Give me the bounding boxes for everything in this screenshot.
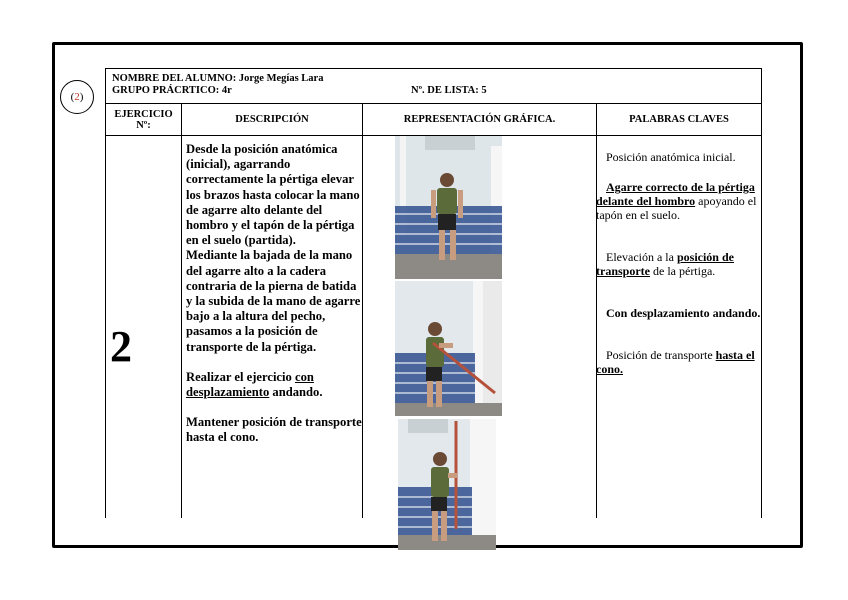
keyword-text: Elevación a la [606, 250, 677, 264]
desc-paragraph [186, 370, 362, 400]
page-number-circle [60, 80, 94, 114]
desc-paragraph: Mantener posición de transporte hasta el cono. [186, 415, 362, 445]
photo-anatomical-position [395, 136, 502, 279]
divider [181, 135, 182, 518]
paren-open: ( [70, 91, 75, 103]
col-ejercicio-label: EJERCICIO [114, 108, 173, 120]
col-head-representacion: REPRESENTACIÓN GRÁFICA. [362, 103, 597, 136]
col-head-descripcion: DESCRIPCIÓN [181, 103, 363, 136]
exercise-number: 2 [110, 322, 132, 371]
keyword-bold: hasta el cono. [596, 348, 755, 376]
keyword-bold: posición de transporte [596, 250, 734, 278]
divider [105, 135, 106, 518]
paren-close: ) [79, 91, 84, 103]
photo-walking-with-pole [398, 419, 496, 550]
desc-paragraph: Mediante la bajada de la mano del agarre alto a la cadera contraria de la pierna de batida y la subida de la mano de agarre bajo a la altura del pecho, pasamos a la posición de transporte de la pértiga. [186, 248, 361, 354]
photo-transport-position [395, 281, 502, 416]
exercise-table [105, 68, 763, 518]
keyword-item [596, 250, 764, 278]
col-ejercicio-num-label: Nº: [136, 119, 151, 131]
keywords [596, 150, 764, 376]
keyword-bold: Con desplazamiento andando. [606, 306, 761, 320]
desc-text: andando. [269, 385, 323, 400]
keyword-item [596, 348, 764, 376]
desc-paragraph: Desde la posición anatómica (inicial), agarrando correctamente la pértiga elevar los brazos hasta colocar la mano de agarre alto delante del hombro y el tapón de la pértiga en el suelo (partida). [186, 142, 360, 248]
page-number-digit: 2 [74, 91, 80, 103]
exercise-description [186, 142, 362, 446]
desc-text: Realizar el ejercicio [186, 369, 295, 384]
col-head-palabras: PALABRAS CLAVES [596, 103, 762, 136]
list-number: Nº. DE LISTA: 5 [411, 85, 487, 96]
practice-group: GRUPO PRÁCRTICO: 4r [112, 85, 232, 96]
keyword-bold: Agarre correcto de la pértiga delante del hombro [596, 180, 755, 208]
student-name: NOMBRE DEL ALUMNO: Jorge Megías Lara [112, 73, 324, 84]
keyword-text: de la pértiga. [650, 264, 716, 278]
keyword-text: Posición de transporte [606, 348, 716, 362]
keyword-item [596, 180, 764, 222]
desc-text-underlined: con desplazamiento [186, 369, 314, 400]
keyword-text: apoyando el tapón en el suelo. [596, 194, 757, 222]
col-head-ejercicio [105, 103, 182, 136]
student-header [105, 68, 762, 104]
keyword-item: Posición anatómica inicial. [606, 150, 736, 164]
divider [362, 135, 363, 518]
keyword-item [596, 306, 764, 320]
